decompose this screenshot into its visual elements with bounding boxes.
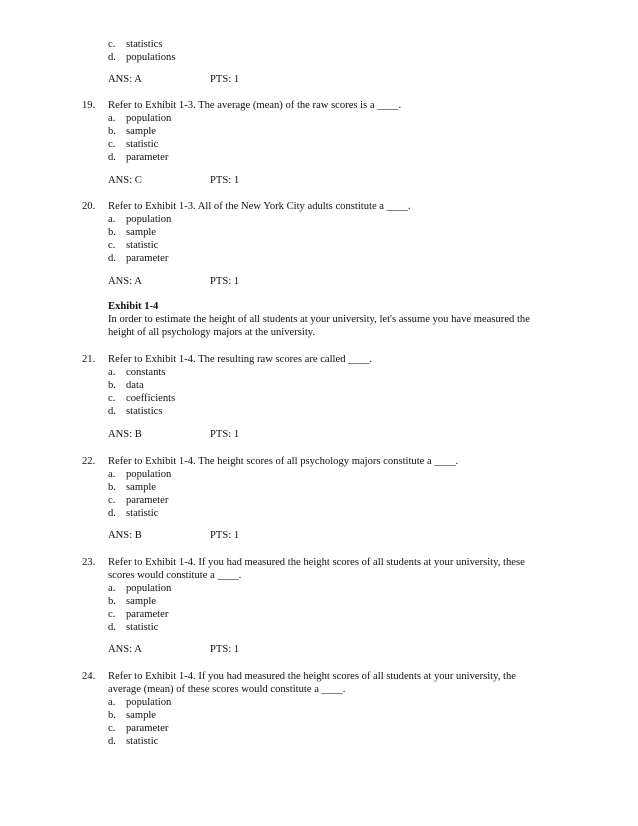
question-stem: Refer to Exhibit 1-3. All of the New York City adults constitute a ____. xyxy=(108,201,411,212)
option-line: d. statistics xyxy=(108,406,163,417)
option-line: d. statistic xyxy=(108,508,159,519)
option-line: c. parameter xyxy=(108,609,169,620)
option-line: c. statistic xyxy=(108,240,159,251)
option-line: a. population xyxy=(108,583,172,594)
option-line: c. parameter xyxy=(108,495,169,506)
answer-line: ANS: B PTS: 1 xyxy=(108,429,240,440)
option-line: d. parameter xyxy=(108,253,169,264)
option-line: a. constants xyxy=(108,367,166,378)
option-line: c. coefficients xyxy=(108,393,176,404)
option-line: a. population xyxy=(108,214,172,225)
question-number: 21. xyxy=(82,354,96,365)
option-line: d. populations xyxy=(108,52,176,63)
option-line: b. sample xyxy=(108,227,157,238)
question-stem: Refer to Exhibit 1-4. The height scores of all psychology majors constitute a ____. xyxy=(108,456,459,467)
option-line: b. data xyxy=(108,380,144,391)
option-line: c. statistic xyxy=(108,139,159,150)
question-number: 24. xyxy=(82,671,96,682)
option-line: b. sample xyxy=(108,482,157,493)
option-line: a. population xyxy=(108,113,172,124)
option-line: b. sample xyxy=(108,596,157,607)
answer-line: ANS: A PTS: 1 xyxy=(108,74,240,85)
option-line: b. sample xyxy=(108,126,157,137)
question-stem: scores would constitute a ____. xyxy=(108,570,242,581)
option-line: c. parameter xyxy=(108,723,169,734)
option-line: b. sample xyxy=(108,710,157,721)
question-number: 23. xyxy=(82,557,96,568)
option-line: d. parameter xyxy=(108,152,169,163)
question-stem: Refer to Exhibit 1-4. If you had measured the height scores of all students at your university, these xyxy=(108,557,525,568)
answer-line: ANS: A PTS: 1 xyxy=(108,276,240,287)
question-stem: Refer to Exhibit 1-3. The average (mean) of the raw scores is a ____. xyxy=(108,100,402,111)
option-line: a. population xyxy=(108,469,172,480)
exhibit-title: Exhibit 1-4 xyxy=(108,301,159,312)
question-stem: Refer to Exhibit 1-4. The resulting raw scores are called ____. xyxy=(108,354,372,365)
answer-line: ANS: C PTS: 1 xyxy=(108,175,240,186)
question-number: 20. xyxy=(82,201,96,212)
answer-line: ANS: B PTS: 1 xyxy=(108,530,240,541)
option-line: c. statistics xyxy=(108,39,163,50)
exhibit-text: height of all psychology majors at the university. xyxy=(108,327,316,338)
question-number: 19. xyxy=(82,100,96,111)
question-number: 22. xyxy=(82,456,96,467)
option-line: d. statistic xyxy=(108,622,159,633)
answer-line: ANS: A PTS: 1 xyxy=(108,644,240,655)
question-stem: Refer to Exhibit 1-4. If you had measured the height scores of all students at your university, the xyxy=(108,671,516,682)
option-line: a. population xyxy=(108,697,172,708)
option-line: d. statistic xyxy=(108,736,159,747)
question-stem: average (mean) of these scores would constitute a ____. xyxy=(108,684,346,695)
exhibit-text: In order to estimate the height of all students at your university, let's assume you have measured the xyxy=(108,314,530,325)
